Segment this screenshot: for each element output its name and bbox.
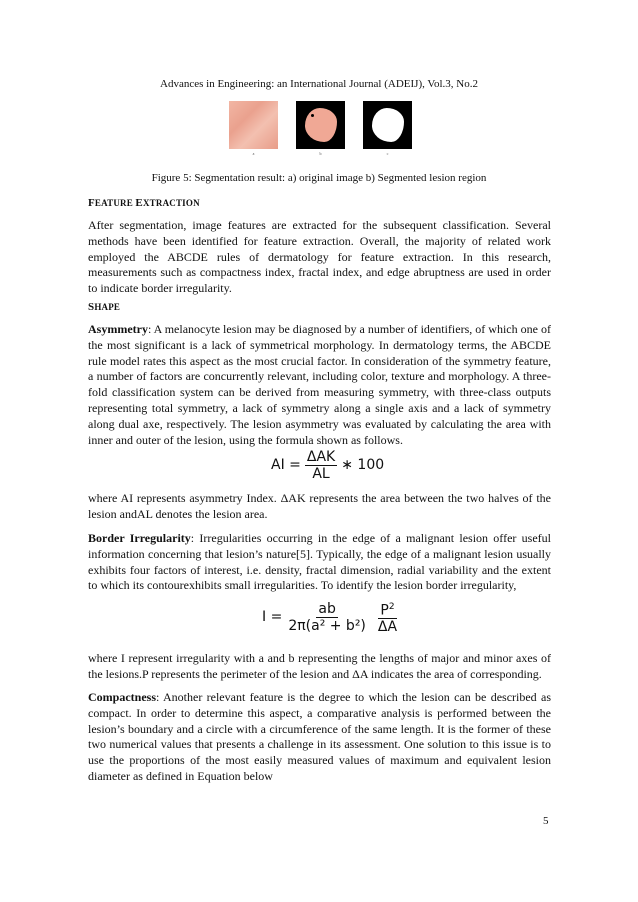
figure-sublabels [229, 151, 412, 156]
paragraph-compactness [88, 690, 551, 785]
heading-cap-1: F [88, 197, 95, 209]
eq2-p: P [380, 602, 389, 619]
eq1-rhs: ∗ 100 [341, 457, 385, 473]
paragraph-ai-definition: where AI represents asymmetry Index. ΔAK represents the area between the two halves of the lesion andAL denotes the lesion area. [88, 491, 551, 521]
original-lesion-image [229, 101, 278, 149]
page-number: 5 [543, 815, 549, 827]
eq2-numerator-2 [378, 599, 396, 620]
eq1-fraction [305, 449, 337, 482]
eq2-denominator-2: ΔA [377, 619, 398, 636]
border-text: : Irregularities occurring in the edge of a malignant lesion offer useful information concerning that lesion’s nature[5]. Typically, the edge of a malignant lesion usually exhibits four factors of interest, i.e. density, fractal dimension, radial variability and the extent to which its contourexhibits small irregularities. To identify the lesion border irregularity, [88, 531, 551, 593]
binary-mask-image [363, 101, 412, 149]
paragraph-irregularity-definition: where I represent irregularity with a and b representing the lengths of major and minor axes of the lesions.P represents the perimeter of the lesion and ΔA indicates the area of corresponding. [88, 651, 551, 681]
equation-asymmetry-index [271, 447, 384, 483]
term-compactness: Compactness [88, 690, 156, 704]
section-heading-shape [88, 301, 120, 313]
heading-cap-shape: S [88, 301, 95, 313]
eq2-lhs: I = [262, 609, 283, 625]
eq2-fraction-1 [286, 601, 368, 634]
lesion-spot [311, 114, 314, 117]
eq2-denominator-1: 2π(a² + b²) [288, 617, 366, 634]
term-asymmetry: Asymmetry [88, 322, 148, 336]
eq2-numerator-1: ab [318, 600, 336, 617]
section-heading-feature-extraction [88, 197, 200, 209]
heading-rest-2: XTRACTION [142, 198, 200, 208]
heading-cap-2: E [135, 197, 143, 209]
paragraph-intro: After segmentation, image features are extracted for the subsequent classification. Several methods have been identified for feature extraction. Overall, the majority of related work employed the ABCDE rules of dermatology for feature extraction. In this research, measurements such as compactness index, fractal index, and edge abruptness are used in order to indicate border irregularity. [88, 218, 551, 296]
segmented-lesion-image [296, 101, 345, 149]
compactness-text: : Another relevant feature is the degree to which the lesion can be described as compact. In order to determine this aspect, a comparative analysis is performed between the lesion’s boundary and a circle with a circumference of the same length. It is the former of these two numerical values that presents a challenge in its assessment. One solution to this issue is to use the proportions of the most easily measured values of maximum and equivalent lesion diameter as defined in Equation below [88, 690, 551, 783]
heading-rest-1: EATURE [94, 198, 136, 208]
figure-caption: Figure 5: Segmentation result: a) original image b) Segmented lesion region [151, 172, 487, 184]
segmentation-figure [229, 101, 412, 149]
eq1-numerator: ΔAK [306, 448, 336, 465]
equation-irregularity [262, 597, 403, 637]
sublabel-b: b [319, 151, 322, 156]
eq1-lhs: AI = [271, 457, 301, 473]
eq1-denominator: AL [312, 465, 330, 482]
running-header: Advances in Engineering: an International Journal (ADEIJ), Vol.3, No.2 [160, 78, 478, 90]
paragraph-asymmetry [88, 322, 551, 448]
term-border-irregularity: Border Irregularity [88, 531, 191, 545]
heading-rest-shape: HAPE [94, 302, 121, 312]
paragraph-border-irregularity [88, 531, 551, 594]
eq2-exponent: 2 [388, 601, 395, 612]
sublabel-c: c [386, 151, 389, 156]
asymmetry-text: : A melanocyte lesion may be diagnosed by a number of identifiers, of which one of the most significant is a lack of symmetrical morphology. In dermatology terms, the ABCDE rule model rates this aspect as the most crucial factor. In consideration of the symmetry feature, a number of factors are concurrently relevant, including color, texture and morphology. A three-fold classification system can be derived from measuring symmetry, with three-class outputs representing total symmetry, a lack of symmetry along a single axis and a lack of symmetry along dual axe, respectively. The lesion asymmetry was evaluated by calculating the area with inner and outer of the lesion, using the formula shown as follows. [88, 322, 551, 447]
eq2-fraction-2 [376, 599, 399, 636]
lesion-region [305, 108, 337, 142]
lesion-mask [372, 108, 404, 142]
sublabel-a: a [252, 151, 255, 156]
